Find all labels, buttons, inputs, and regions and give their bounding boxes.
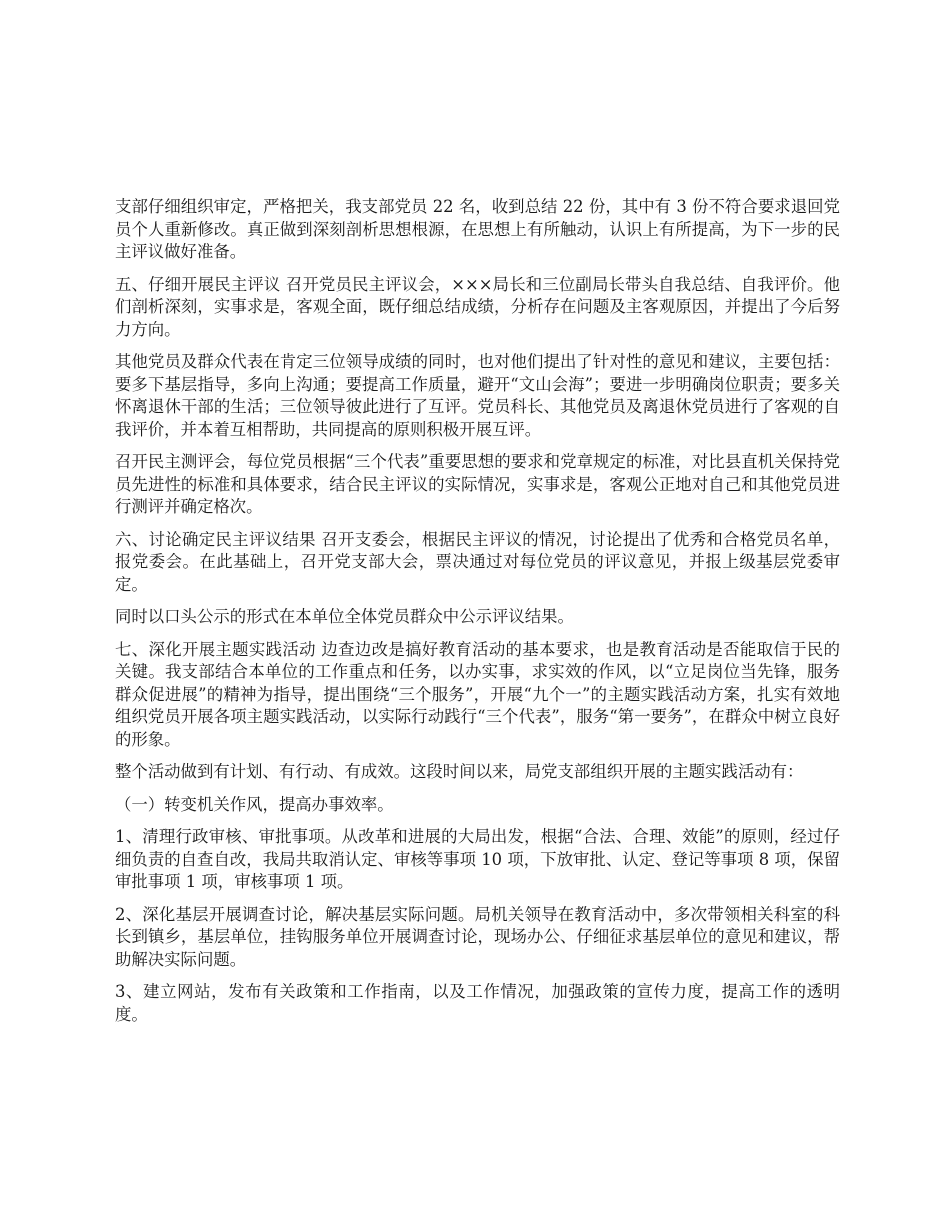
paragraph: 支部仔细组织审定，严格把关，我支部党员 22 名，收到总结 22 份，其中有 3 份不符合要求退回党员个人重新修改。真正做到深刻剖析思想根源，在思想上有所触动，认识上有所提高，为下一步的民主评议做好准备。 xyxy=(115,197,840,261)
paragraph: 七、深化开展主题实践活动 边查边改是搞好教育活动的基本要求，也是教育活动是否能取信于民的关键。我支部结合本单位的工作重点和任务，以办实事，求实效的作风，以“立足岗位当先锋，服务群众促进展”的精神为指导，提出围绕“三个服务”，开展“九个一”的主题实践活动方案，扎实有效地组织党员开展各项主题实践活动，以实际行动践行“三个代表”，服务“第一要务”，在群众中树立良好的形象。 xyxy=(115,639,840,749)
paragraph: 3、建立网站，发布有关政策和工作指南，以及工作情况，加强政策的宣传力度，提高工作的透明度。 xyxy=(115,982,840,1024)
paragraph: 1、清理行政审核、审批事项。从改革和进展的大局出发，根据“合法、合理、效能”的原则，经过仔细负责的自查自改，我局共取消认定、审核等事项 10 项，下放审批、认定、登记等事项 8 项，保留审批事项 1 项，审核事项 1 项。 xyxy=(115,827,840,891)
paragraph: 同时以口头公示的形式在本单位全体党员群众中公示评议结果。 xyxy=(115,607,574,626)
paragraph: 五、仔细开展民主评议 召开党员民主评议会，×××局长和三位副局长带头自我总结、自我评价。他们剖析深刻，实事求是，客观全面，既仔细总结成绩，分析存在问题及主客观原因，并提出了今后努力方向。 xyxy=(115,274,840,339)
paragraph: 六、讨论确定民主评议结果 召开支委会，根据民主评议的情况，讨论提出了优秀和合格党员名单，报党委会。在此基础上，召开党支部大会，票决通过对每位党员的评议意见，并报上级基层党委审定。 xyxy=(115,529,840,594)
paragraph: （一）转变机关作风，提高办事效率。 xyxy=(115,794,394,814)
paragraph: 召开民主测评会，每位党员根据“三个代表”重要思想的要求和党章规定的标准，对比县直机关保持党员先进性的标准和具体要求，结合民主评议的实际情况，实事求是，客观公正地对自己和其他党员进行测评并确定格次。 xyxy=(115,452,840,516)
document-body xyxy=(115,196,840,1036)
paragraph: 整个活动做到有计划、有行动、有成效。这段时间以来，局党支部组织开展的主题实践活动有： xyxy=(115,762,804,781)
paragraph: 2、深化基层开展调查讨论，解决基层实际问题。局机关领导在教育活动中，多次带领相关科室的科长到镇乡，基层单位，挂钩服务单位开展调查讨论，现场办公、仔细征求基层单位的意见和建议，帮助解决实际问题。 xyxy=(115,904,840,969)
paragraph: 其他党员及群众代表在肯定三位领导成绩的同时，也对他们提出了针对性的意见和建议，主要包括：要多下基层指导，多向上沟通；要提高工作质量，避开“文山会海”；要进一步明确岗位职责；要多关怀离退休干部的生活；三位领导彼此进行了互评。党员科长、其他党员及离退休党员进行了客观的自我评价，并本着互相帮助，共同提高的原则积极开展互评。 xyxy=(115,352,840,439)
